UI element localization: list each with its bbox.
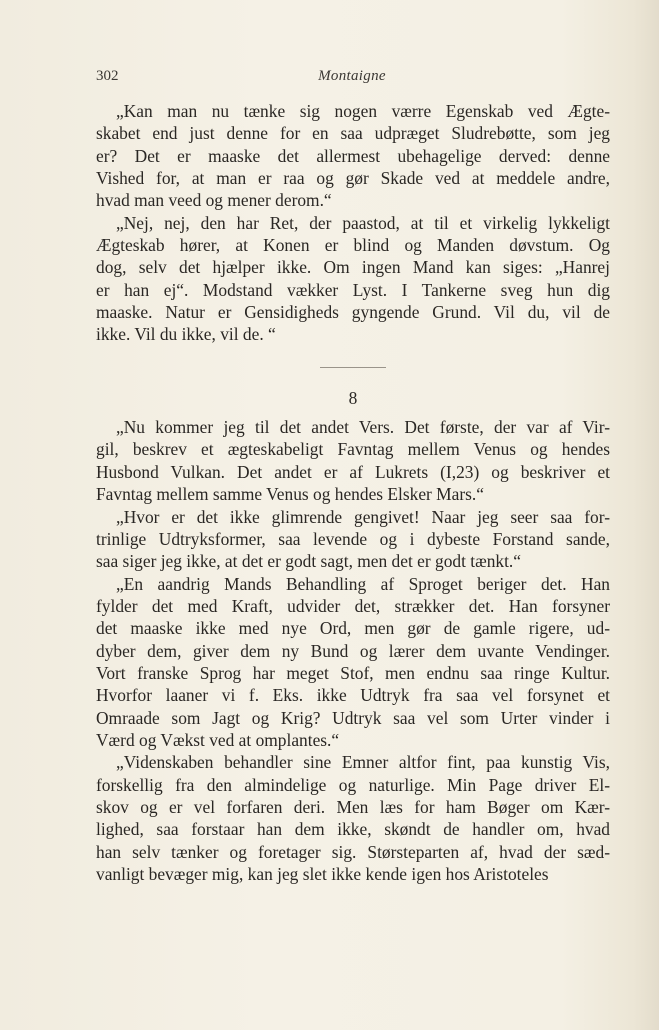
text-line: hvad man veed og mener derom.“: [96, 190, 332, 211]
section-number: 8: [348, 387, 358, 408]
text-line: forskellig fra den almindelige og naturlige. Min Page driver El-: [96, 774, 610, 795]
text-line: er han ej“. Modstand vækker Lyst. I Tankerne sveg hun dig: [96, 279, 610, 300]
text-line: han selv tænker og foretager sig. Størsteparten af, hvad der sæd-: [96, 841, 610, 862]
text-line: fylder det med Kraft, udvider det, strækker det. Han forsyner: [96, 595, 610, 616]
text-line: Vished for, at man er raa og gør Skade ved at meddele andre,: [96, 168, 610, 189]
text-line: det maaske ikke med nye Ord, men gør de gamle rigere, ud-: [96, 618, 610, 639]
paragraph: [96, 416, 610, 505]
text-line: er? Det er maaske det allermest ubehagelige derved: denne: [96, 145, 610, 166]
paragraph: [96, 573, 610, 752]
running-head: [96, 68, 608, 88]
body-text: [96, 100, 610, 885]
text-line: saa siger jeg ikke, at det er godt sagt, men det er godt tænkt.“: [96, 551, 521, 572]
text-line: lighed, saa forstaar han dem ikke, skøndt de handler om, hvad: [96, 819, 610, 840]
text-line: vanligt bevæger mig, kan jeg slet ikke kende igen hos Aristoteles: [96, 864, 549, 884]
text-line: Omraade som Jagt og Krig? Udtryk saa vel som Urter vinder i: [96, 707, 610, 728]
text-line: „Nej, nej, den har Ret, der paastod, at til et virkelig lykkeligt: [116, 212, 610, 233]
page-number: 302: [96, 68, 119, 84]
text-line: skov og er vel forfaren deri. Men læs for ham Bøger om Kær-: [96, 796, 610, 817]
paragraph: [96, 506, 610, 573]
running-title: Montaigne: [318, 68, 386, 84]
text-line: „En aandrig Mands Behandling af Sproget beriger det. Han: [116, 573, 610, 594]
text-line: dyber dem, giver dem ny Bund og lærer dem uvante Vendinger.: [96, 640, 610, 661]
text-line: trinlige Udtryksformer, saa levende og i dybeste Forstand sande,: [96, 528, 610, 549]
text-line: ikke. Vil du ikke, vil de. “: [96, 324, 276, 345]
text-line: Hvorfor laaner vi f. Eks. ikke Udtryk fra saa vel forsynet et: [96, 685, 610, 706]
text-line: „Hvor er det ikke glimrende gengivet! Naar jeg seer saa for-: [116, 506, 610, 527]
paragraph: [96, 751, 610, 885]
paragraph: [96, 100, 610, 212]
text-line: Husbond Vulkan. Det andet er af Lukrets (I,23) og beskriver et: [96, 461, 610, 482]
text-line: Værd og Vækst ved at omplantes.“: [96, 729, 340, 750]
text-line: gil, beskrev et ægteskabeligt Favntag mellem Venus og hendes: [96, 439, 610, 460]
text-line: Vort franske Sprog har meget Stof, men endnu saa ringe Kultur.: [96, 662, 610, 683]
paragraph: [96, 212, 610, 346]
text-line: dog, selv det hjælper ikke. Om ingen Mand kan siges: „Hanrej: [96, 257, 610, 278]
text-line: „Kan man nu tænke sig nogen værre Egenskab ved Ægte-: [116, 101, 610, 121]
text-line: Favntag mellem samme Venus og hendes Elsker Mars.“: [96, 484, 484, 505]
text-line: „Nu kommer jeg til det andet Vers. Det første, der var af Vir-: [116, 417, 610, 438]
text-line: skabet end just denne for en saa udpræget Sludrebøtte, som jeg: [96, 123, 610, 144]
text-line: „Videnskaben behandler sine Emner altfor fint, paa kunstig Vis,: [116, 752, 610, 773]
text-line: maaske. Natur er Gensidigheds gyngende Grund. Vil du, vil de: [96, 302, 610, 323]
section-divider: [320, 367, 386, 368]
text-line: Ægteskab hører, at Konen er blind og Manden døvstum. Og: [96, 235, 610, 256]
